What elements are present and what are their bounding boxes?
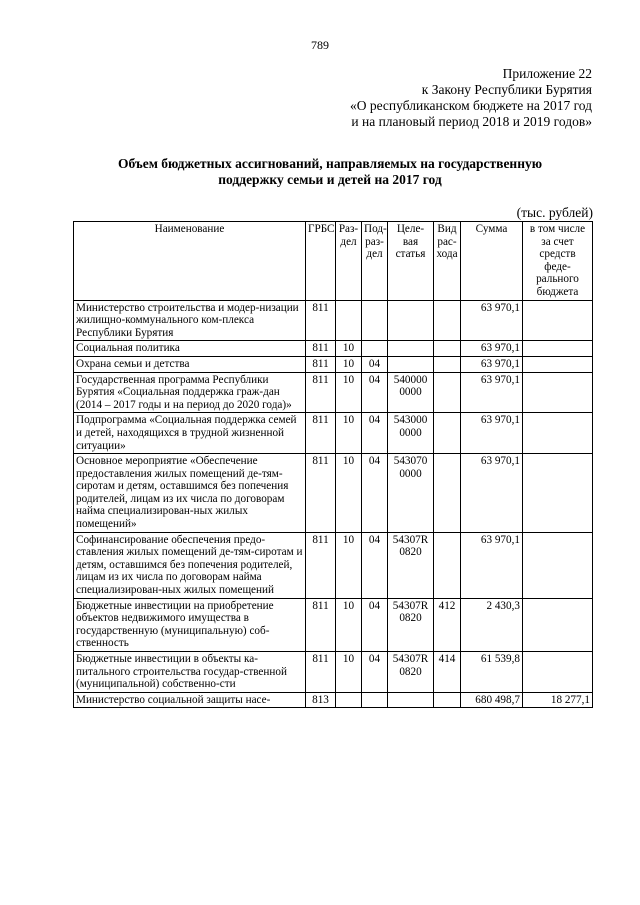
cell-name: Охрана семьи и детства <box>74 356 306 372</box>
cell-name: Министерство социальной защиты насе- <box>74 692 306 708</box>
cell-name: Софинансирование обеспечения предо-ставления жилых помещений де-тям-сиротам и детям, оставшимся без попечения родителей, лицам из их числа по договорам найма специализирован-ных жилых помещений <box>74 532 306 598</box>
cell-federal <box>523 300 593 341</box>
cell-summa: 63 970,1 <box>461 532 523 598</box>
cell-podrazdel: 04 <box>362 372 388 413</box>
cell-summa: 680 498,7 <box>461 692 523 708</box>
header-federal: в том числе за счет средств феде-рального бюджета <box>523 222 593 301</box>
table-row <box>74 341 593 357</box>
table-row <box>74 454 593 533</box>
cell-podrazdel: 04 <box>362 652 388 693</box>
cell-razdel <box>336 300 362 341</box>
cell-summa: 61 539,8 <box>461 652 523 693</box>
units-label: (тыс. рублей) <box>516 205 593 220</box>
header-summa: Сумма <box>461 222 523 301</box>
cell-name: Министерство строительства и модер-низации жилищно-коммунального ком-плекса Республики Бурятия <box>74 300 306 341</box>
cell-statya: 54307R 0820 <box>388 532 434 598</box>
cell-summa: 63 970,1 <box>461 341 523 357</box>
cell-podrazdel: 04 <box>362 356 388 372</box>
table-header-row <box>74 222 593 301</box>
cell-grbs: 811 <box>306 598 336 651</box>
table-row <box>74 300 593 341</box>
cell-podrazdel: 04 <box>362 532 388 598</box>
cell-grbs: 811 <box>306 372 336 413</box>
cell-vid <box>434 413 461 454</box>
cell-grbs: 813 <box>306 692 336 708</box>
cell-statya: 54307R 0820 <box>388 598 434 651</box>
appendix-line: Приложение 22 <box>502 66 592 81</box>
cell-federal <box>523 356 593 372</box>
cell-vid <box>434 372 461 413</box>
cell-podrazdel: 04 <box>362 598 388 651</box>
cell-vid: 414 <box>434 652 461 693</box>
cell-summa: 63 970,1 <box>461 413 523 454</box>
header-razdel: Раз-дел <box>336 222 362 301</box>
table-body <box>74 300 593 708</box>
cell-federal <box>523 652 593 693</box>
cell-razdel <box>336 692 362 708</box>
cell-summa: 63 970,1 <box>461 454 523 533</box>
cell-vid <box>434 692 461 708</box>
header-vid: Вид рас-хода <box>434 222 461 301</box>
cell-grbs: 811 <box>306 300 336 341</box>
table-row <box>74 532 593 598</box>
cell-vid <box>434 341 461 357</box>
cell-federal <box>523 598 593 651</box>
appendix-reference <box>350 66 592 130</box>
cell-podrazdel <box>362 300 388 341</box>
cell-federal <box>523 454 593 533</box>
table-row <box>74 372 593 413</box>
table-row <box>74 598 593 651</box>
cell-grbs: 811 <box>306 356 336 372</box>
cell-grbs: 811 <box>306 413 336 454</box>
cell-name: Бюджетные инвестиции на приобретение объектов недвижимого имущества в государственную (муниципальную) соб-ственность <box>74 598 306 651</box>
cell-grbs: 811 <box>306 652 336 693</box>
document-title <box>60 156 600 188</box>
cell-statya: 540000 0000 <box>388 372 434 413</box>
cell-federal <box>523 413 593 454</box>
table-row <box>74 692 593 708</box>
cell-statya: 543000 0000 <box>388 413 434 454</box>
cell-razdel: 10 <box>336 454 362 533</box>
table-row <box>74 356 593 372</box>
cell-razdel: 10 <box>336 598 362 651</box>
table-row <box>74 652 593 693</box>
cell-name: Подпрограмма «Социальная поддержка семей и детей, находящихся в трудной жизненной ситуации» <box>74 413 306 454</box>
cell-vid: 412 <box>434 598 461 651</box>
cell-vid <box>434 454 461 533</box>
title-line: Объем бюджетных ассигнований, направляемых на государственную <box>117 156 543 171</box>
cell-podrazdel <box>362 692 388 708</box>
cell-grbs: 811 <box>306 341 336 357</box>
cell-podrazdel: 04 <box>362 413 388 454</box>
cell-federal <box>523 372 593 413</box>
cell-name: Социальная политика <box>74 341 306 357</box>
appendix-line: «О республиканском бюджете на 2017 год <box>349 98 592 113</box>
budget-table <box>73 221 593 708</box>
cell-razdel: 10 <box>336 652 362 693</box>
cell-federal <box>523 532 593 598</box>
cell-razdel: 10 <box>336 372 362 413</box>
cell-vid <box>434 356 461 372</box>
header-name: Наименование <box>74 222 306 301</box>
cell-statya <box>388 341 434 357</box>
appendix-line: и на плановый период 2018 и 2019 годов» <box>351 114 592 129</box>
cell-razdel: 10 <box>336 341 362 357</box>
cell-name: Государственная программа Республики Бурятия «Социальная поддержка граж-дан (2014 – 2017 годы и на период до 2020 года)» <box>74 372 306 413</box>
cell-grbs: 811 <box>306 532 336 598</box>
cell-razdel: 10 <box>336 532 362 598</box>
cell-statya: 54307R 0820 <box>388 652 434 693</box>
cell-razdel: 10 <box>336 356 362 372</box>
cell-federal: 18 277,1 <box>523 692 593 708</box>
cell-name: Бюджетные инвестиции в объекты ка-питального строительства государ-ственной (муниципальной) собственно-сти <box>74 652 306 693</box>
cell-summa: 63 970,1 <box>461 356 523 372</box>
cell-summa: 2 430,3 <box>461 598 523 651</box>
cell-grbs: 811 <box>306 454 336 533</box>
cell-summa: 63 970,1 <box>461 372 523 413</box>
header-statya: Целе-вая статья <box>388 222 434 301</box>
cell-razdel: 10 <box>336 413 362 454</box>
cell-statya <box>388 356 434 372</box>
cell-statya <box>388 692 434 708</box>
cell-statya: 543070 0000 <box>388 454 434 533</box>
cell-statya <box>388 300 434 341</box>
cell-summa: 63 970,1 <box>461 300 523 341</box>
cell-podrazdel: 04 <box>362 454 388 533</box>
cell-podrazdel <box>362 341 388 357</box>
title-line: поддержку семьи и детей на 2017 год <box>218 172 442 187</box>
header-grbs: ГРБС <box>306 222 336 301</box>
appendix-line: к Закону Республики Бурятия <box>421 82 592 97</box>
header-podrazdel: Под-раз-дел <box>362 222 388 301</box>
cell-vid <box>434 300 461 341</box>
page-number: 789 <box>311 38 329 52</box>
table-row <box>74 413 593 454</box>
cell-name: Основное мероприятие «Обеспечение предоставления жилых помещений де-тям-сиротам и детям, оставшимся без попечения родителей, лицам из их числа по договорам найма специализирован-ных жилых помещений» <box>74 454 306 533</box>
cell-federal <box>523 341 593 357</box>
cell-vid <box>434 532 461 598</box>
